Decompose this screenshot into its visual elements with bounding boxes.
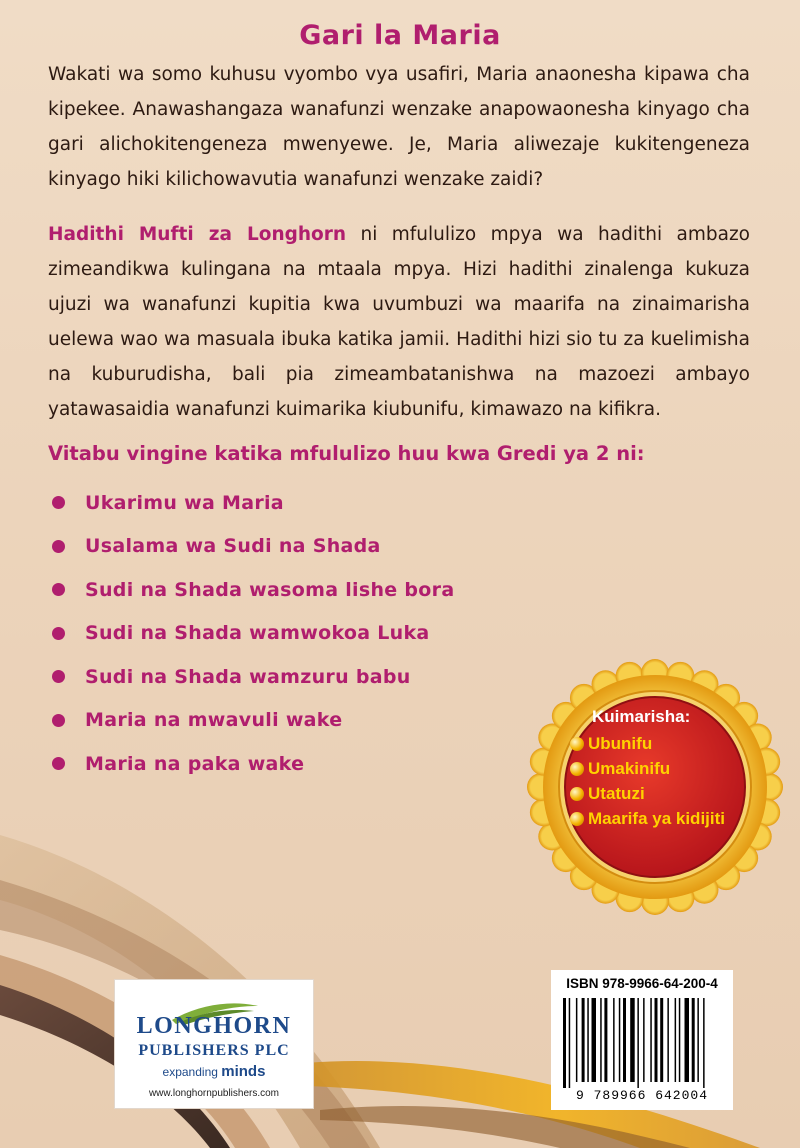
series-description — [48, 217, 750, 427]
bullet-icon — [52, 670, 65, 683]
list-item — [52, 612, 454, 656]
list-item — [570, 808, 750, 830]
seal-skills-list — [570, 733, 750, 830]
list-item — [52, 525, 454, 569]
list-item — [52, 568, 454, 612]
list-item — [52, 742, 454, 786]
publisher-name: LONGHORN — [136, 1013, 292, 1039]
bullet-icon — [52, 757, 65, 770]
series-name: Hadithi Mufti za Longhorn — [48, 224, 347, 245]
book-title-item: Ukarimu wa Maria — [85, 491, 284, 514]
list-item — [52, 481, 454, 525]
bullet-icon — [570, 737, 584, 751]
barcode-digits: 9 789966 642004 — [575, 1088, 709, 1103]
bullet-icon — [52, 540, 65, 553]
book-title-item: Sudi na Shada wamwokoa Luka — [85, 622, 430, 645]
tagline-word: minds — [221, 1063, 266, 1080]
skill-label: Umakinifu — [588, 759, 671, 778]
series-description-text: ni mfululizo mpya wa hadithi ambazo zimeandikwa kulingana na mtaala mpya. Hizi hadithi zinalenga kukuza ujuzi wa wanafunzi kupitia kwa uvumbuzi wa maarifa na zinaimarisha uelewa wao wa masuala ibuka katika jamii. Hadithi hizi sio tu za kuelimisha na kuburudisha, bali pia zimeambatanishwa na mazoezi ambayo yatawasaidia wanafunzi kuimarika kiubunifu, kimawazo na kifikra. — [48, 224, 750, 420]
bullet-icon — [570, 762, 584, 776]
tagline-prefix: expanding — [162, 1065, 218, 1079]
other-books-heading: Vitabu vingine katika mfululizo huu kwa Gredi ya 2 ni: — [48, 442, 645, 465]
book-title-item: Sudi na Shada wasoma lishe bora — [85, 578, 455, 601]
publisher-subname: PUBLISHERS PLC — [138, 1042, 290, 1059]
book-title-item: Maria na paka wake — [85, 752, 305, 775]
bullet-icon — [570, 812, 584, 826]
book-title-item: Maria na mwavuli wake — [85, 709, 343, 732]
list-item — [570, 783, 750, 805]
publisher-url: www.longhornpublishers.com — [148, 1088, 280, 1099]
skill-label: Ubunifu — [588, 734, 653, 753]
bullet-icon — [570, 787, 584, 801]
list-item — [570, 733, 750, 755]
barcode-icon — [559, 998, 729, 1090]
isbn-barcode — [551, 970, 733, 1110]
bullet-icon — [52, 714, 65, 727]
publisher-tagline — [115, 1063, 313, 1080]
book-title-item: Sudi na Shada wamzuru babu — [85, 665, 411, 688]
publisher-logo — [114, 979, 314, 1109]
other-books-list — [52, 481, 454, 786]
book-title: Gari la Maria — [299, 20, 501, 51]
seal-title: Kuimarisha: — [592, 707, 691, 726]
bullet-icon — [52, 496, 65, 509]
list-item — [52, 699, 454, 743]
synopsis-paragraph: Wakati wa somo kuhusu vyombo vya usafiri, Maria anaonesha kipawa cha kipekee. Anawashangaza wanafunzi wenzake anapowaonesha kinyago cha gari alichokitengeneza mwenyewe. Je, Maria aliwezaje kukitengeneza kinyago hiki kilichowavutia wanafunzi wenzake zaidi? — [48, 64, 750, 190]
bullet-icon — [52, 627, 65, 640]
book-title-item: Usalama wa Sudi na Shada — [85, 535, 381, 558]
seal-content — [570, 707, 750, 833]
list-item — [52, 655, 454, 699]
isbn-number: ISBN 978-9966-64-200-4 — [566, 976, 718, 991]
skill-label: Utatuzi — [588, 784, 645, 803]
skill-label: Maarifa ya kidijiti — [588, 809, 725, 828]
list-item — [570, 758, 750, 780]
bullet-icon — [52, 583, 65, 596]
